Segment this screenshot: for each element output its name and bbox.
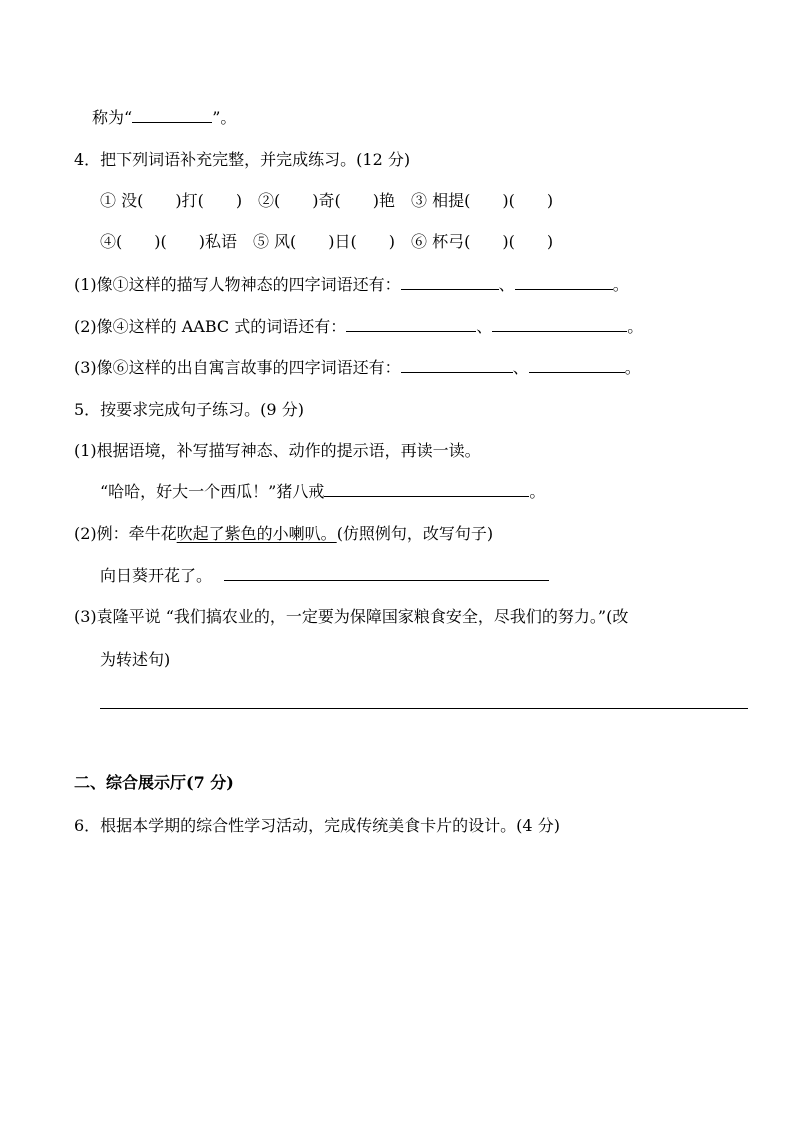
- answer-blank[interactable]: [224, 566, 549, 581]
- continued-line: [92, 108, 236, 128]
- period: 。: [612, 275, 629, 294]
- answer-blank[interactable]: [492, 317, 627, 332]
- q5-sub2-suffix: (仿照例句，改写句子): [336, 524, 494, 543]
- continued-prefix: 称为“: [92, 108, 133, 127]
- q4-sub3: [74, 358, 641, 378]
- period: 。: [627, 317, 644, 336]
- period: 。: [529, 482, 546, 501]
- q5-sub2-answer-line: [100, 566, 549, 586]
- answer-blank[interactable]: [346, 317, 476, 332]
- q5-sub1-answer-line: [100, 482, 545, 502]
- answer-blank[interactable]: [529, 358, 625, 373]
- period: 。: [624, 358, 641, 377]
- q5-sub3-text: (3)袁隆平说 “我们搞农业的，一定要为保障国家粮食安全，尽我们的努力。”(改: [74, 607, 629, 626]
- section2-title: 二、综合展示厅(7 分): [74, 773, 234, 792]
- continued-suffix: ”。: [212, 108, 237, 127]
- separator: 、: [512, 358, 529, 377]
- answer-blank[interactable]: [132, 108, 212, 123]
- q4-word-row-1: ① 没( )打( ) ②( )奇( )艳 ③ 相提( )( ): [100, 191, 554, 210]
- separator: 、: [476, 317, 493, 336]
- q5-sub2-prefix: (2)例：牵牛花: [74, 524, 177, 543]
- q4-sub2: [74, 317, 643, 337]
- separator: 、: [498, 275, 515, 294]
- answer-blank[interactable]: [401, 358, 513, 373]
- q4-sub3-text: (3)像⑥这样的出自寓言故事的四字词语还有：: [74, 358, 401, 377]
- answer-blank[interactable]: [401, 275, 499, 290]
- q5-sub2-text: [74, 524, 493, 544]
- q5-sub1-prompt: “哈哈，好大一个西瓜！”猪八戒: [100, 482, 325, 501]
- q5-sub1-text: (1)根据语境，补写描写神态、动作的提示语，再读一读。: [74, 441, 481, 460]
- answer-rule[interactable]: [100, 708, 748, 709]
- q5-title: 5．按要求完成句子练习。(9 分): [74, 400, 304, 419]
- q4-word-row-2: ④( )( )私语 ⑤ 风( )日( ) ⑥ 杯弓( )( ): [100, 232, 554, 251]
- answer-blank[interactable]: [324, 482, 529, 497]
- q4-sub2-text: (2)像④这样的 AABC 式的词语还有：: [74, 317, 347, 336]
- q6-title: 6．根据本学期的综合性学习活动，完成传统美食卡片的设计。(4 分): [74, 816, 560, 835]
- answer-blank[interactable]: [515, 275, 613, 290]
- q4-sub1-text: (1)像①这样的描写人物神态的四字词语还有：: [74, 275, 401, 294]
- q5-sub3-cont: 为转述句): [100, 650, 171, 669]
- q4-sub1: [74, 275, 629, 295]
- q5-sub2-prompt: 向日葵开花了。: [100, 566, 213, 585]
- q4-title: 4．把下列词语补充完整，并完成练习。(12 分): [74, 150, 411, 169]
- q5-sub2-underlined: 吹起了紫色的小喇叭。: [176, 524, 337, 543]
